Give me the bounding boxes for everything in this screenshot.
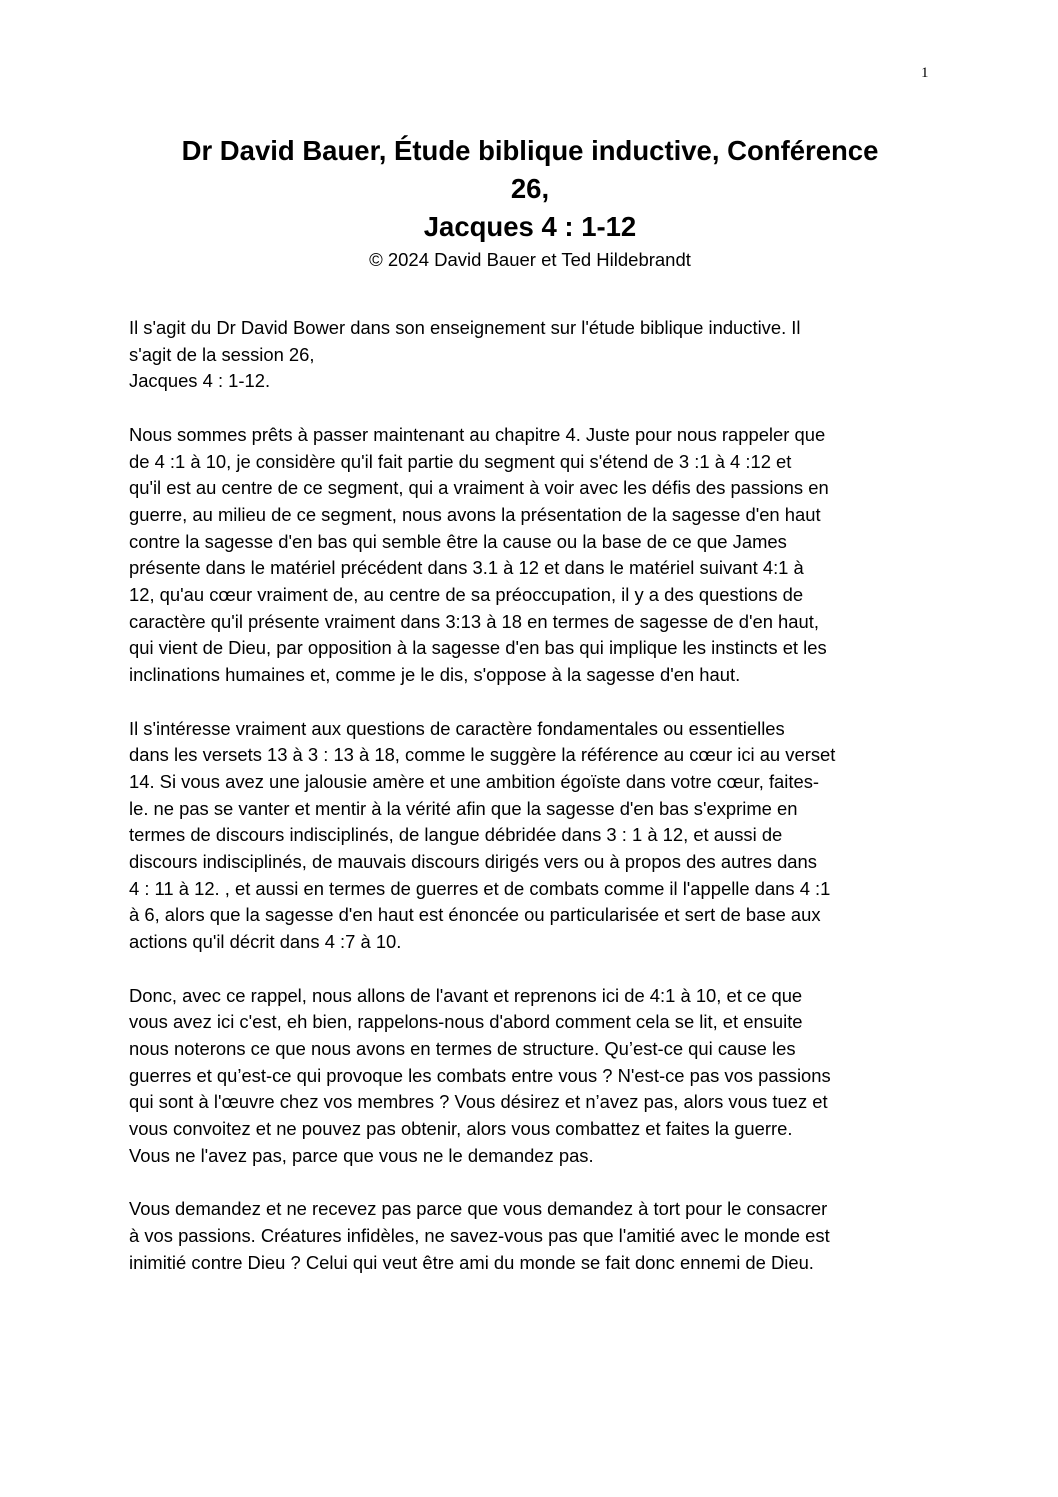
text-line: nous noterons ce que nous avons en termes de structure. Qu’est-ce qui cause les	[129, 1037, 796, 1059]
text-line: Vous ne l'avez pas, parce que vous ne le demandez pas.	[129, 1144, 594, 1166]
text-line: inclinations humaines et, comme je le dis, s'oppose à la sagesse d'en haut.	[129, 664, 741, 686]
paragraph-ask	[129, 1196, 949, 1276]
text-line: le. ne pas se vanter et mentir à la vérité afin que la sagesse d'en bas s'exprime en	[129, 797, 798, 819]
text-line: à 6, alors que la sagesse d'en haut est énoncée ou particularisée et sert de base aux	[129, 904, 821, 926]
text-line: à vos passions. Créatures infidèles, ne savez-vous pas que l'amitié avec le monde est	[129, 1224, 830, 1246]
text-line: Nous sommes prêts à passer maintenant au chapitre 4. Juste pour nous rappeler que	[129, 423, 826, 445]
text-line: 12, qu'au cœur vraiment de, au centre de sa préoccupation, il y a des questions de	[129, 584, 804, 606]
text-line: vous convoitez et ne pouvez pas obtenir, alors vous combattez et faites la guerre.	[129, 1118, 793, 1140]
text-line: Il s'intéresse vraiment aux questions de caractère fondamentales ou essentielles	[129, 717, 785, 739]
paragraph-character	[129, 716, 949, 956]
document-body	[129, 315, 949, 1303]
text-line: caractère qu'il présente vraiment dans 3:13 à 18 en termes de sagesse de d'en haut,	[129, 610, 819, 632]
document-title-line-1: Dr David Bauer, Étude biblique inductive, Conférence	[181, 135, 879, 166]
document-title-line-2: 26,	[510, 173, 550, 204]
text-line: inimitié contre Dieu ? Celui qui veut être ami du monde se fait donc ennemi de Dieu.	[129, 1251, 814, 1273]
text-line: de 4 :1 à 10, je considère qu'il fait partie du segment qui s'étend de 3 :1 à 4 :12 et	[129, 450, 792, 472]
text-line: 4 : 11 à 12. , et aussi en termes de guerres et de combats comme il l'appelle dans 4 :1	[129, 877, 831, 899]
text-line: Vous demandez et ne recevez pas parce que vous demandez à tort pour le consacrer	[129, 1198, 828, 1220]
page-number: 1	[921, 65, 929, 81]
text-line: guerres et qu’est-ce qui provoque les combats entre vous ? N'est-ce pas vos passions	[129, 1064, 831, 1086]
paragraph-reminder	[129, 983, 949, 1170]
text-line: actions qu'il décrit dans 4 :7 à 10.	[129, 931, 402, 953]
text-line: 14. Si vous avez une jalousie amère et une ambition égoïste dans votre cœur, faites-	[129, 770, 820, 792]
text-line: vous avez ici c'est, eh bien, rappelons-nous d'abord comment cela se lit, et ensuite	[129, 1011, 803, 1033]
text-line: guerre, au milieu de ce segment, nous avons la présentation de la sagesse d'en haut	[129, 503, 821, 525]
text-line: dans les versets 13 à 3 : 13 à 18, comme le suggère la référence au cœur ici au verset	[129, 744, 836, 766]
text-line: contre la sagesse d'en bas qui semble être la cause ou la base de ce que James	[129, 530, 787, 552]
text-line: discours indisciplinés, de mauvais discours dirigés vers ou à propos des autres dans	[129, 851, 817, 873]
document-title-line-3: Jacques 4 : 1-12	[423, 211, 637, 242]
paragraph-intro	[129, 315, 949, 395]
paragraph-chapter-4	[129, 422, 949, 689]
document-header	[120, 132, 940, 272]
copyright-notice: © 2024 David Bauer et Ted Hildebrandt	[369, 249, 691, 270]
text-line: qui vient de Dieu, par opposition à la sagesse d'en bas qui implique les instincts et les	[129, 637, 827, 659]
text-line: s'agit de la session 26,	[129, 343, 315, 365]
text-line: qui sont à l'œuvre chez vos membres ? Vous désirez et n’avez pas, alors vous tuez et	[129, 1091, 828, 1113]
text-line: termes de discours indisciplinés, de langue débridée dans 3 : 1 à 12, et aussi de	[129, 824, 783, 846]
text-line: présente dans le matériel précédent dans 3.1 à 12 et dans le matériel suivant 4:1 à	[129, 557, 804, 579]
text-line: Il s'agit du Dr David Bower dans son enseignement sur l'étude biblique inductive. Il	[129, 317, 801, 338]
text-line: Donc, avec ce rappel, nous allons de l'avant et reprenons ici de 4:1 à 10, et ce que	[129, 984, 803, 1006]
text-line: qu'il est au centre de ce segment, qui a vraiment à voir avec les défis des passions en	[129, 477, 829, 499]
text-line: Jacques 4 : 1-12.	[129, 370, 271, 392]
